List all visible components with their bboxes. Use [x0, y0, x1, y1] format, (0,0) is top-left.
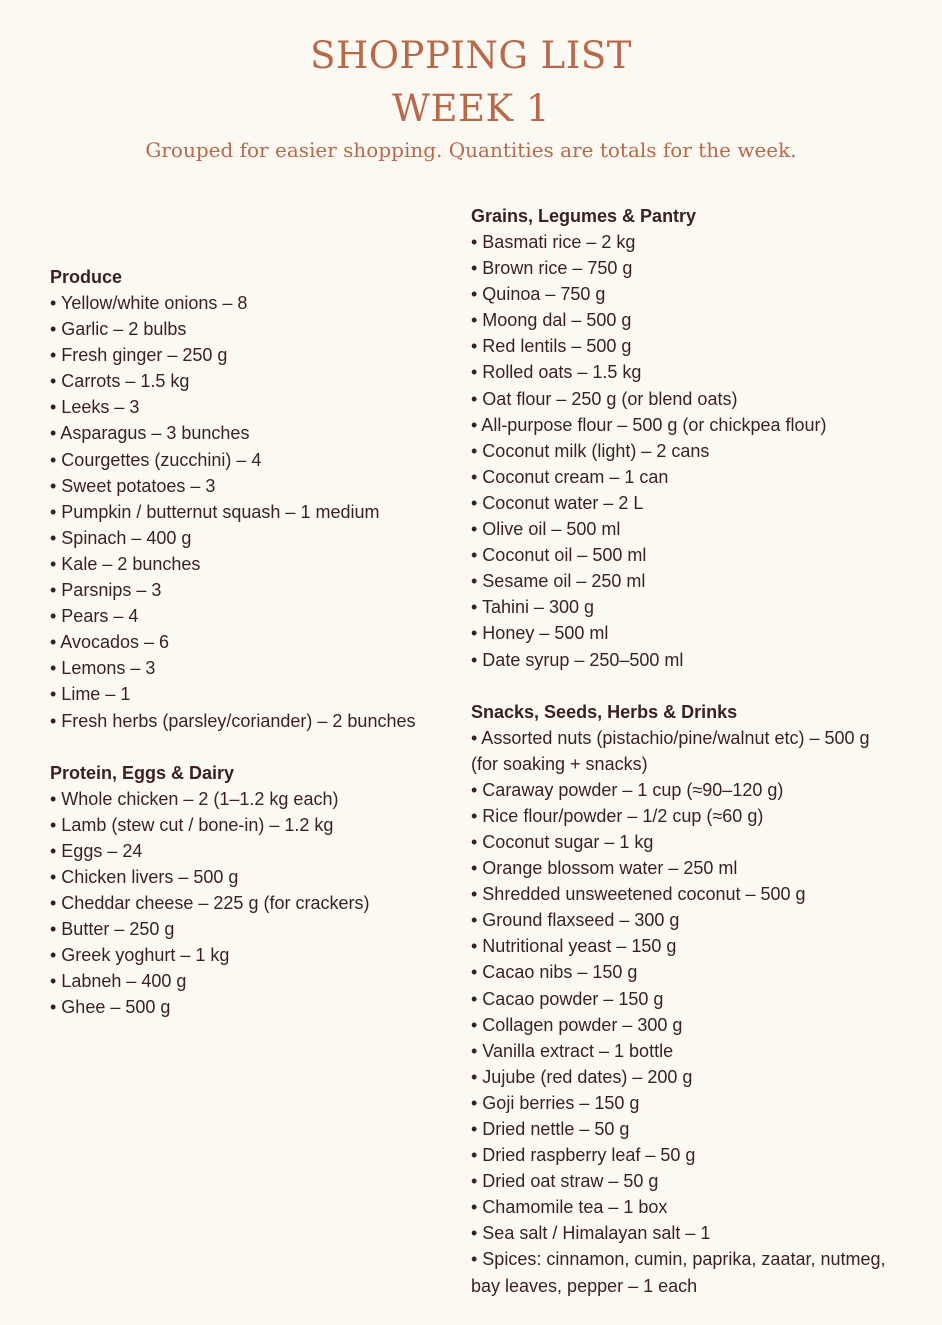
- list-item: • Lemons – 3: [50, 658, 156, 679]
- section-title-grains: Grains, Legumes & Pantry: [471, 206, 697, 226]
- list-item: • Whole chicken – 2 (1–1.2 kg each): [50, 788, 339, 809]
- list-item: • Goji berries – 150 g: [471, 1092, 640, 1113]
- list-item: • Dried oat straw – 50 g: [471, 1171, 659, 1192]
- list-item: • Chicken livers – 500 g: [50, 866, 239, 887]
- list-item: • Ground flaxseed – 300 g: [471, 910, 680, 931]
- list-item: • Caraway powder – 1 cup (≈90–120 g): [471, 779, 784, 800]
- list-item: • Coconut milk (light) – 2 cans: [471, 440, 710, 461]
- page-title-week: WEEK 1: [392, 87, 550, 130]
- list-item: • Sesame oil – 250 ml: [471, 571, 646, 592]
- list-item: • Cheddar cheese – 225 g (for crackers): [50, 892, 370, 913]
- list-item: • Tahini – 300 g: [471, 597, 595, 618]
- list-item: • Chamomile tea – 1 box: [471, 1197, 668, 1218]
- list-item: • Courgettes (zucchini) – 4: [50, 449, 262, 470]
- list-item: • Pumpkin / butternut squash – 1 medium: [50, 501, 380, 522]
- list-item: • Eggs – 24: [50, 840, 143, 861]
- list-item: • Vanilla extract – 1 bottle: [471, 1040, 674, 1061]
- list-item: • Nutritional yeast – 150 g: [471, 936, 677, 957]
- list-item: • Labneh – 400 g: [50, 971, 187, 992]
- list-item: • All-purpose flour – 500 g (or chickpea flour): [471, 414, 827, 435]
- list-item: • Dried nettle – 50 g: [471, 1119, 630, 1139]
- left-column: [50, 264, 450, 1046]
- list-item: • Cacao nibs – 150 g: [471, 962, 638, 983]
- snacks-list: [471, 725, 901, 1299]
- list-item: • Jujube (red dates) – 200 g: [471, 1066, 693, 1087]
- list-item: • Coconut sugar – 1 kg: [471, 831, 654, 852]
- list-item: • Cacao powder – 150 g: [471, 988, 664, 1009]
- list-item: • Shredded unsweetened coconut – 500 g: [471, 884, 806, 905]
- section-title-protein: Protein, Eggs & Dairy: [50, 762, 235, 783]
- list-item: • Dried raspberry leaf – 50 g: [471, 1145, 696, 1166]
- list-item: • Orange blossom water – 250 ml: [471, 858, 738, 879]
- list-item: • Lamb (stew cut / bone-in) – 1.2 kg: [50, 814, 334, 835]
- list-item: • Brown rice – 750 g: [471, 258, 633, 279]
- list-item: • Honey – 500 ml: [471, 623, 609, 644]
- list-item: • Quinoa – 750 g: [471, 284, 606, 305]
- list-item: • Moong dal – 500 g: [471, 310, 632, 331]
- list-item: • Butter – 250 g: [50, 919, 175, 940]
- list-item: • Spices: cinnamon, cumin, paprika, zaatar, nutmeg, bay leaves, pepper – 1 each: [471, 1249, 886, 1296]
- produce-list: [50, 290, 450, 734]
- page-title: SHOPPING LIST: [310, 34, 632, 77]
- section-grains: [471, 203, 901, 673]
- list-item: • Oat flour – 250 g (or blend oats): [471, 388, 738, 409]
- list-item: • Spinach – 400 g: [50, 527, 192, 548]
- right-column: [471, 203, 901, 1325]
- list-item: • Fresh ginger – 250 g: [50, 345, 228, 366]
- list-item: • Lime – 1: [50, 684, 131, 705]
- grains-list: [471, 229, 901, 673]
- list-item: • Asparagus – 3 bunches: [50, 423, 250, 444]
- list-item: • Coconut cream – 1 can: [471, 466, 669, 487]
- section-snacks: [471, 699, 901, 1299]
- section-title-produce: Produce: [50, 267, 123, 287]
- list-item: • Yellow/white onions – 8: [50, 293, 248, 313]
- section-protein: [50, 760, 450, 1021]
- list-item: • Olive oil – 500 ml: [471, 519, 621, 540]
- section-title-snacks: Snacks, Seeds, Herbs & Drinks: [471, 701, 738, 722]
- list-item: • Kale – 2 bunches: [50, 553, 201, 574]
- list-item: • Coconut oil – 500 ml: [471, 545, 647, 566]
- list-item: • Collagen powder – 300 g: [471, 1014, 683, 1035]
- list-item: • Coconut water – 2 L: [471, 492, 644, 513]
- list-item: • Ghee – 500 g: [50, 997, 171, 1018]
- section-produce: [50, 264, 450, 734]
- list-item: • Red lentils – 500 g: [471, 336, 632, 357]
- list-item: • Assorted nuts (pistachio/pine/walnut etc) – 500 g (for soaking + snacks): [471, 727, 870, 774]
- list-item: • Avocados – 6: [50, 632, 170, 653]
- list-item: • Fresh herbs (parsley/coriander) – 2 bunches: [50, 710, 416, 731]
- list-item: • Greek yoghurt – 1 kg: [50, 945, 230, 966]
- list-item: • Sweet potatoes – 3: [50, 475, 216, 496]
- protein-list: [50, 786, 450, 1021]
- list-item: • Carrots – 1.5 kg: [50, 371, 190, 392]
- list-item: • Rolled oats – 1.5 kg: [471, 362, 642, 383]
- list-item: • Parsnips – 3: [50, 580, 162, 601]
- list-item: • Pears – 4: [50, 606, 139, 627]
- list-item: • Rice flour/powder – 1/2 cup (≈60 g): [471, 805, 764, 826]
- list-item: • Garlic – 2 bulbs: [50, 319, 187, 340]
- list-item: • Leeks – 3: [50, 397, 140, 418]
- list-item: • Basmati rice – 2 kg: [471, 232, 636, 252]
- page-subtitle: Grouped for easier shopping. Quantities are totals for the week.: [145, 138, 797, 162]
- list-item: • Sea salt / Himalayan salt – 1: [471, 1223, 711, 1244]
- list-item: • Date syrup – 250–500 ml: [471, 649, 684, 670]
